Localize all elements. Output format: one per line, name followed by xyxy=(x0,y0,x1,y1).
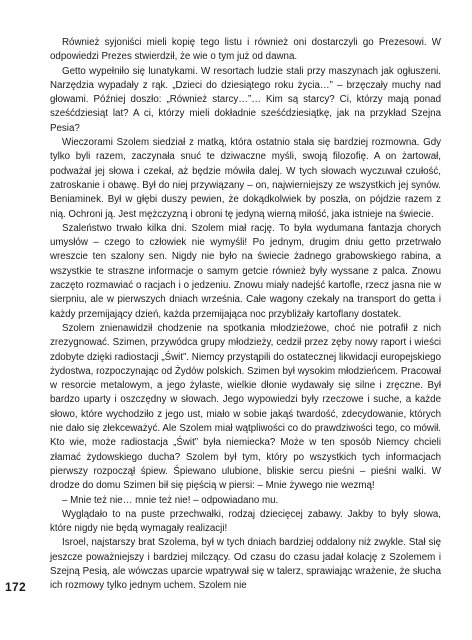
paragraph-4: Szaleństwo trwało kilka dni. Szolem miał rację. To była wydumana fantazja chorych umysłów – czego to człowiek nie wymyśli! Po jednym, drugim dniu getto przetrwało wreszcie ten szalony sen. Nigdy nie było na świecie żadnego grabowskiego rabina, a wszystkie te straszne informacje o samym getcie również były wyssane z palca. Znowu zaczęto rozmawiać o racjach i o jedzeniu. Znowu miały nadejść kartofle, rzecz jasna nie w sierpniu, ale w pierwszych dniach września. Całe wagony czekały na transport do getta i każdy przemijający dzień, każda przemijająca noc przybliżały kartoflany dostatek. xyxy=(50,222,441,320)
paragraph-3: Wieczorami Szolem siedział z matką, która ostatnio stała się bardziej rozmowna. Gdy tylko byli razem, zaczynała snuć te dziwaczne myśli, swoją filozofię. A on żartował, podważał jej słowa i czekał, aż będzie mówiła dalej. W tych słowach wyczuwał czułość, zatroskanie i obawę. Był do niej przywiązany – on, najwierniejszy ze wszystkich jej synów. Beniaminek. Był w głębi duszy pewien, że dokądkolwiek by poszła, on pójdzie razem z nią. Ochroni ją. Jest mężczyzną i obroni tę jedyną wierną miłość, jaka istnieje na świecie. xyxy=(50,137,441,220)
paragraph-7: Wyglądało to na puste przechwałki, rodzaj dziecięcej zabawy. Jakby to były słowa, które nigdy nie będą wymagały realizacji! xyxy=(50,508,441,535)
paragraph-5: Szolem znienawidził chodzenie na spotkania młodzieżowe, choć nie potrafił z nich zrezygnować. Szimen, przywódca grupy młodzieży, cedził przez zęby nowy raport i wieści zdobyte dzięki radiostacji „Świt”. Niemcy przystąpili do ostatecznej likwidacji europejskiego żydostwa, rozpoczynając od Żydów polskich. Szimen był wysokim młodzieńcem. Pracował w resorcie metalowym, a jego żylaste, wielkie dłonie wydawały się silne i zręczne. Był bardzo uparty i oszczędny w słowach. Jego wypowiedzi były rzeczowe i suche, a każde słowo, które wychodziło z jego ust, miało w sobie jakąś twardość, zdecydowanie, których nie dało się złekceważyć. Ale Szolem miał wątpliwości co do prawdziwości tego, co mówił. Kto wie, może radiostacja „Świt” była niemiecka? Może w ten sposób Niemcy chcieli złamać żydowskiego ducha? Szolem był tym, który po wszystkich tych informacjach pierwszy rozpoczął śpiew. Śpiewano ulubione, bliskie sercu pieśni – pieśni walki. W drodze do domu Szimen bił się pięścią w piersi: – Mnie żywego nie wezmą! xyxy=(50,322,441,492)
paragraph-2: Getto wypełniło się lunatykami. W resortach ludzie stali przy maszynach jak ogłuszeni. Narzędzia wypadały z rąk. „Dzieci do dziesiątego roku życia…” – brzęczały muchy nad głowami. Później doszło: „Również starcy…”… Kim są starcy? Ci, którzy mają ponad sześćdziesiąt lat? A ci, którzy mieli dokładnie sześćdziesiątkę, jak na przykład Szejna Pesia? xyxy=(50,65,441,134)
paragraph-6: – Mnie też nie… mnie też nie! – odpowiadano mu. xyxy=(62,494,279,506)
paragraph-1: Również syjoniści mieli kopię tego listu i również oni dostarczyli go Prezesowi. W odpowiedzi Prezes stwierdził, że wie o tym już od dawna. xyxy=(50,37,441,63)
page-number: 172 xyxy=(5,580,26,594)
paragraph-8: Isroel, najstarszy brat Szolema, był w tych dniach bardziej oddalony niż zwykle. Stał się jeszcze poważniejszy i bardziej milczący. Od czasu do czasu jadał kolację z Szolemem i Szejną Pesią, ale wówczas uparcie wpatrywał się w talerz, sprawiając wrażenie, że słucha ich rozmowy tylko jednym uchem. Szolem nie xyxy=(50,537,441,592)
body-text xyxy=(50,36,441,594)
